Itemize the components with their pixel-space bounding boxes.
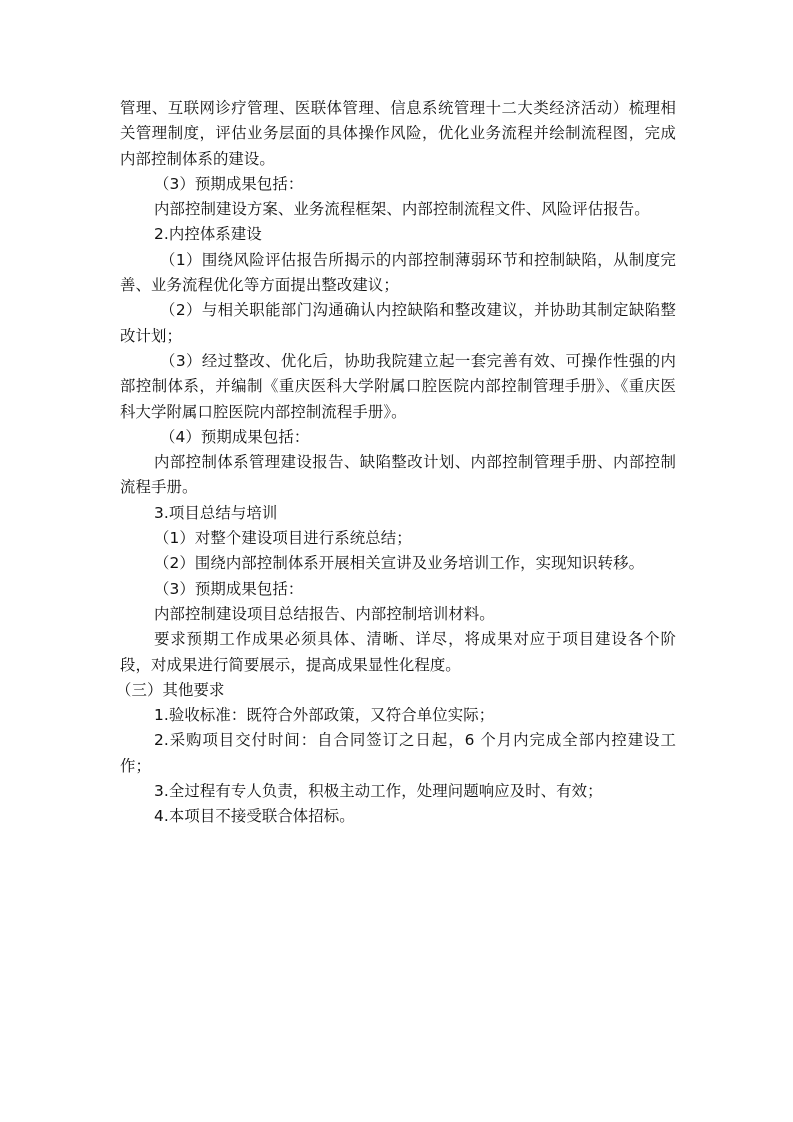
paragraph-dedicated-staff: 3.全过程有专人负责，积极主动工作，处理问题响应及时、有效； (154, 782, 603, 801)
paragraph-no-consortium: 4.本项目不接受联合体招标。 (154, 807, 355, 826)
paragraph-summary-item-2: （2）围绕内部控制体系开展相关宣讲及业务培训工作，实现知识转移。 (154, 554, 645, 573)
heading-project-summary-training: 3.项目总结与培训 (154, 503, 278, 522)
heading-other-requirements: （三）其他要求 (116, 680, 225, 699)
paragraph-item-1: （1）围绕风险评估报告所揭示的内部控制薄弱环节和控制缺陷，从制度完善、业务流程优化等方面提出整改建议； (120, 250, 676, 295)
paragraph-item-3: （3）经过整改、优化后，协助我院建立起一套完善有效、可操作性强的内部控制体系，并编制《重庆医科大学附属口腔医院内部控制管理手册》、《重庆医科大学附属口腔医院内部控制流程手册》。 (120, 351, 676, 421)
document-body (116, 96, 676, 830)
paragraph-item-2: （2）与相关职能部门沟通确认内控缺陷和整改建议，并协助其制定缺陷整改计划； (120, 301, 676, 345)
paragraph-continuation: 管理、互联网诊疗管理、医联体管理、信息系统管理十二大类经济活动）梳理相关管理制度，评估业务层面的具体操作风险，优化业务流程并绘制流程图，完成内部控制体系的建设。 (120, 99, 676, 168)
paragraph-results-list-3: 内部控制建设项目总结报告、内部控制培训材料。 (154, 604, 495, 623)
paragraph-summary-item-1: （1）对整个建设项目进行系统总结； (154, 529, 412, 548)
heading-internal-control-construction: 2.内控体系建设 (154, 225, 262, 244)
paragraph-results-list-1: 内部控制建设方案、业务流程框架、内部控制流程文件、风险评估报告。 (154, 200, 650, 219)
paragraph-delivery-time: 2.采购项目交付时间：自合同签订之日起，6 个月内完成全部内控建设工作； (120, 731, 676, 775)
paragraph-summary-expected-results: （3）预期成果包括： (154, 579, 304, 598)
paragraph-results-list-2: 内部控制体系管理建设报告、缺陷整改计划、内部控制管理手册、内部控制流程手册。 (120, 453, 676, 497)
paragraph-expected-results-4: （4）预期成果包括： (160, 427, 310, 446)
paragraph-acceptance-standard: 1.验收标准：既符合外部政策，又符合单位实际； (154, 706, 495, 725)
paragraph-results-requirement: 要求预期工作成果必须具体、清晰、详尽，将成果对应于项目建设各个阶段，对成果进行简要展示，提高成果显性化程度。 (120, 630, 676, 674)
paragraph-expected-results-3: （3）预期成果包括： (154, 174, 304, 193)
